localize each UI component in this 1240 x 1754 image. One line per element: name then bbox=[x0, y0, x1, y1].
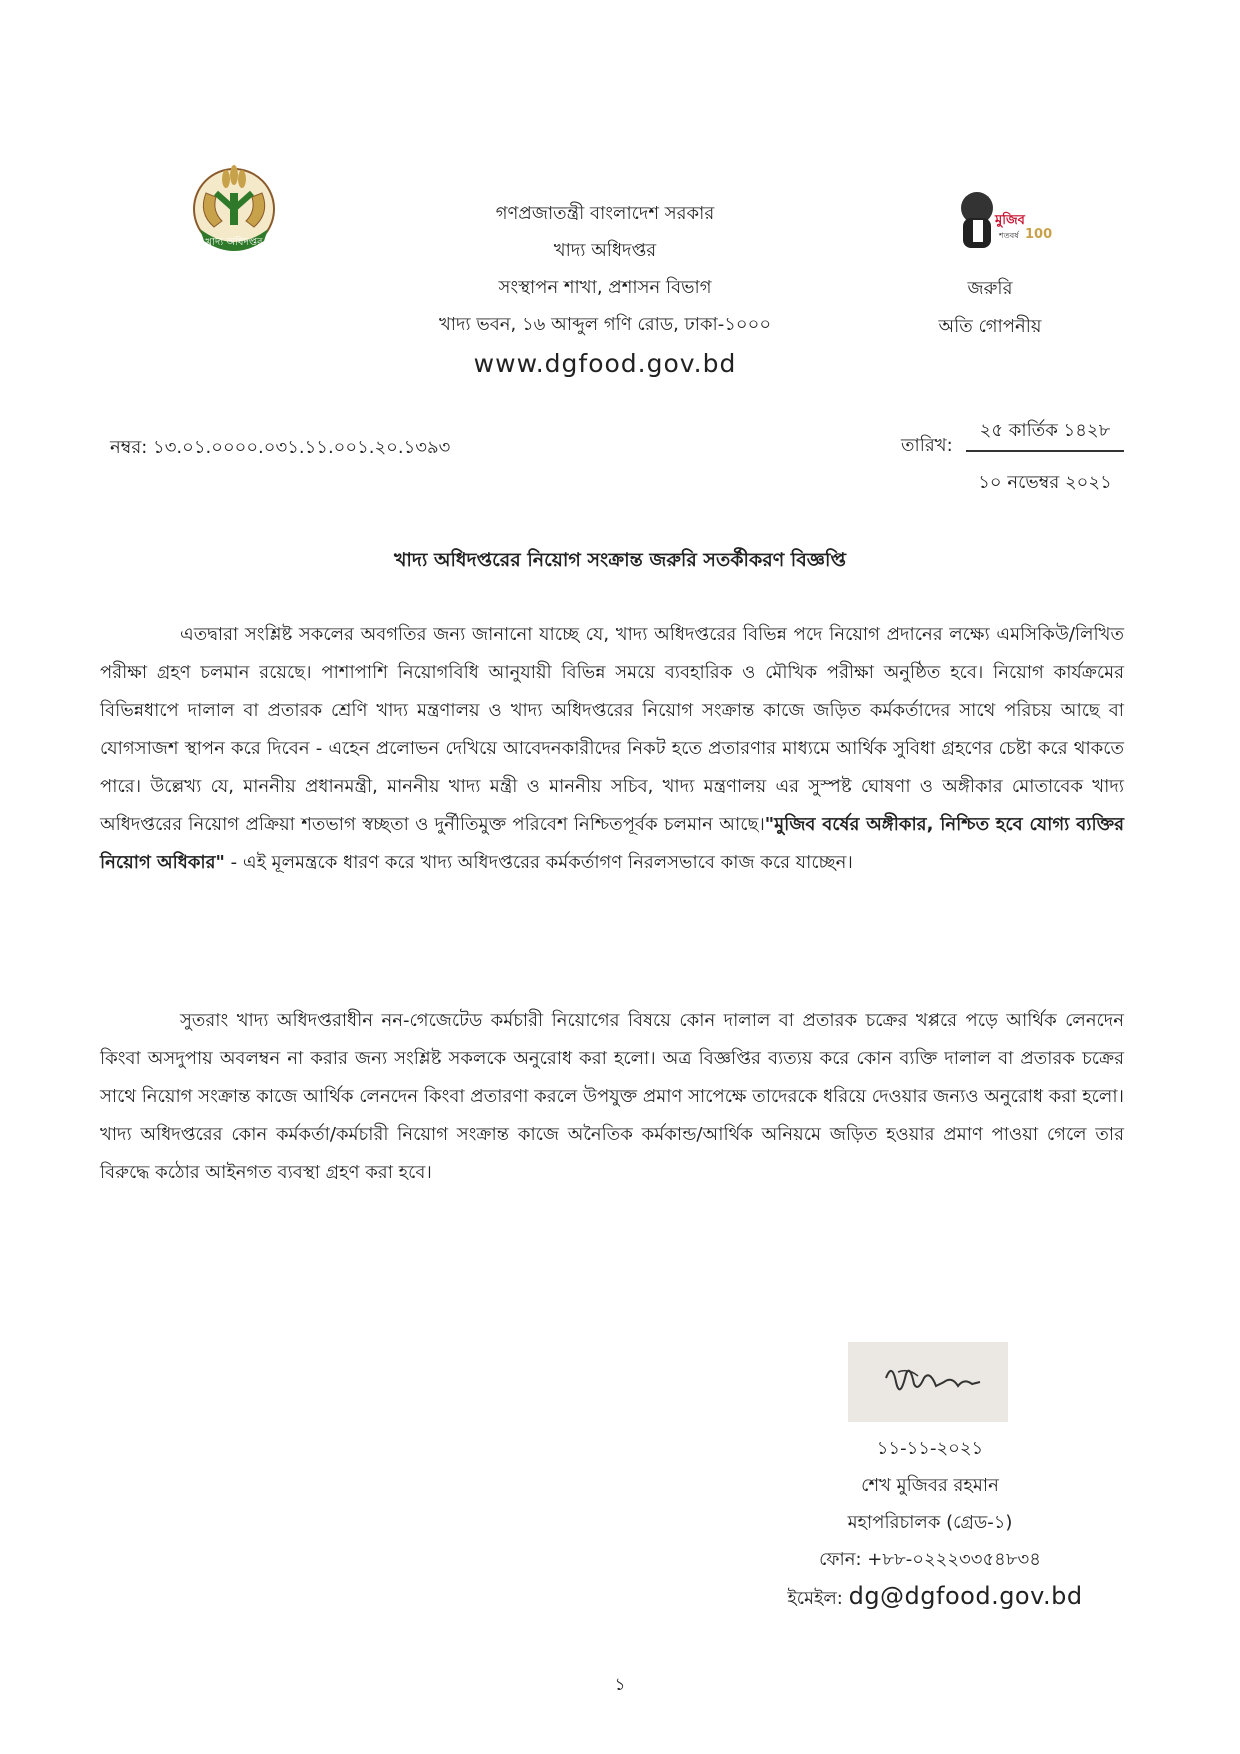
office-header bbox=[380, 195, 830, 343]
email-label: ইমেইল: bbox=[787, 1588, 849, 1609]
office-address: খাদ্য ভবন, ১৬ আব্দুল গণি রোড, ঢাকা-১০০০ bbox=[438, 314, 772, 335]
svg-text:100: 100 bbox=[1025, 227, 1053, 242]
signature-image bbox=[848, 1342, 1008, 1422]
slogan-text: "মুজিব বর্ষের অঙ্গীকার, নিশ্চিত হবে যোগ্য ব্যক্তির নিয়োগ অধিকার" bbox=[100, 814, 1125, 873]
signatory-block bbox=[745, 1430, 1115, 1578]
directorate-name: খাদ্য অধিদপ্তর bbox=[553, 240, 657, 261]
section-name: সংস্থাপন শাখা, প্রশাসন বিভাগ bbox=[498, 277, 712, 298]
signatory-email bbox=[750, 1582, 1120, 1615]
subject-heading: খাদ্য অধিদপ্তরের নিয়োগ সংক্রান্ত জরুরি সতর্কীকরণ বিজ্ঞপ্তি bbox=[393, 549, 847, 571]
confidential-label: অতি গোপনীয় bbox=[938, 316, 1042, 337]
email-link[interactable]: dg@dgfood.gov.bd bbox=[848, 1582, 1083, 1610]
classification bbox=[895, 270, 1085, 346]
signatory-name: শেখ মুজিবর রহমান bbox=[861, 1475, 999, 1496]
date-label: তারিখ: bbox=[901, 435, 953, 456]
paragraph-text: সুতরাং খাদ্য অধিদপ্তরাধীন নন-গেজেটেড কর্মচারী নিয়োগের বিষয়ে কোন দালাল বা প্রতারক চক্রের খপ্পরে পড়ে আর্থিক লেনদেন কিংবা অসদুপায় অবলম্বন না করার জন্য সংশ্লিষ্ট সকলকে অনুরোধ করা হলো। অত্র বিজ্ঞপ্তির ব্যত্যয় করে কোন ব্যক্তি দালাল বা প্রতারক চক্রের সাথে নিয়োগ সংক্রান্ত কাজে আর্থিক লেনদেন কিংবা প্রতারণা করলে উপযুক্ত প্রমাণ সাপেক্ষে তাদেরকে ধরিয়ে দেওয়ার জন্যও অনুরোধ করা হলো। খাদ্য অধিদপ্তরের কোন কর্মকর্তা/কর্মচারী নিয়োগ সংক্রান্ত কাজে অনৈতিক কর্মকান্ড/আর্থিক অনিয়মে জড়িত হওয়ার প্রমাণ পাওয়া গেলে তার বিরুদ্ধে কঠোর আইনগত ব্যবস্থা গ্রহণ করা হবে। bbox=[100, 1010, 1124, 1183]
date-bangla: ২৫ কার্তিক ১৪২৮ bbox=[966, 416, 1124, 452]
page-number: ১ bbox=[614, 1675, 626, 1695]
body-paragraph-1 bbox=[100, 616, 1124, 882]
government-name: গণপ্রজাতন্ত্রী বাংলাদেশ সরকার bbox=[495, 203, 715, 224]
paragraph-text: - এই মূলমন্ত্রকে ধারণ করে খাদ্য অধিদপ্তরের কর্মকর্তাগণ নিরলসভাবে কাজ করে যাচ্ছেন। bbox=[224, 852, 853, 873]
signatory-phone: ফোন: +৮৮-০২২২৩৩৫৪৮৩৪ bbox=[819, 1549, 1041, 1570]
paragraph-text: এতদ্বারা সংশ্লিষ্ট সকলের অবগতির জন্য জানানো যাচ্ছে যে, খাদ্য অধিদপ্তরের বিভিন্ন পদে নিয়োগ প্রদানের লক্ষ্যে এমসিকিউ/লিখিত পরীক্ষা গ্রহণ চলমান রয়েছে। পাশাপাশি নিয়োগবিধি আনুযায়ী বিভিন্ন সময়ে ব্যবহারিক ও মৌখিক পরীক্ষা অনুষ্ঠিত হবে। নিয়োগ কার্যক্রমের বিভিন্নধাপে দালাল বা প্রতারক শ্রেণি খাদ্য মন্ত্রণালয় ও খাদ্য অধিদপ্তরের নিয়োগ সংক্রান্ত কাজে জড়িত কর্মকর্তাদের সাথে পরিচয় আছে বা যোগসাজশ স্থাপন করে দিবেন - এহেন প্রলোভন দেখিয়ে আবেদনকারীদের নিকট হতে প্রতারণার মাধ্যমে আর্থিক সুবিধা গ্রহণের চেষ্টা করে থাকতে পারে। উল্লেখ্য যে, মাননীয় প্রধানমন্ত্রী, মাননীয় খাদ্য মন্ত্রী ও মাননীয় সচিব, খাদ্য মন্ত্রণালয় এর সুস্পষ্ট ঘোষণা ও অঙ্গীকার মোতাবেক খাদ্য অধিদপ্তরের নিয়োগ প্রক্রিয়া শতভাগ স্বচ্ছতা ও দুর্নীতিমুক্ত পরিবেশ নিশ্চিতপূর্বক চলমান আছে। bbox=[100, 624, 1124, 835]
website-link[interactable]: www.dgfood.gov.bd bbox=[473, 349, 737, 378]
date-english: ১০ নভেম্বর ২০২১ bbox=[978, 472, 1112, 493]
signatory-designation: মহাপরিচালক (গ্রেড-১) bbox=[847, 1512, 1013, 1533]
svg-text:খাদ্য অধিদপ্তর: খাদ্য অধিদপ্তর bbox=[205, 237, 263, 248]
svg-text:মুজিব: মুজিব bbox=[995, 213, 1025, 228]
dgfood-logo bbox=[186, 163, 282, 253]
svg-text:শতবর্ষ: শতবর্ষ bbox=[999, 231, 1019, 240]
mujib-borsho-logo bbox=[955, 182, 1055, 252]
memo-number: নম্বর: ১৩.০১.০০০০.০৩১.১১.০০১.২০.১৩৯৩ bbox=[110, 437, 451, 458]
urgent-label: জরুরি bbox=[967, 278, 1013, 299]
body-paragraph-2 bbox=[100, 1002, 1124, 1192]
signature-date: ১১-১১-২০২১ bbox=[876, 1438, 984, 1459]
